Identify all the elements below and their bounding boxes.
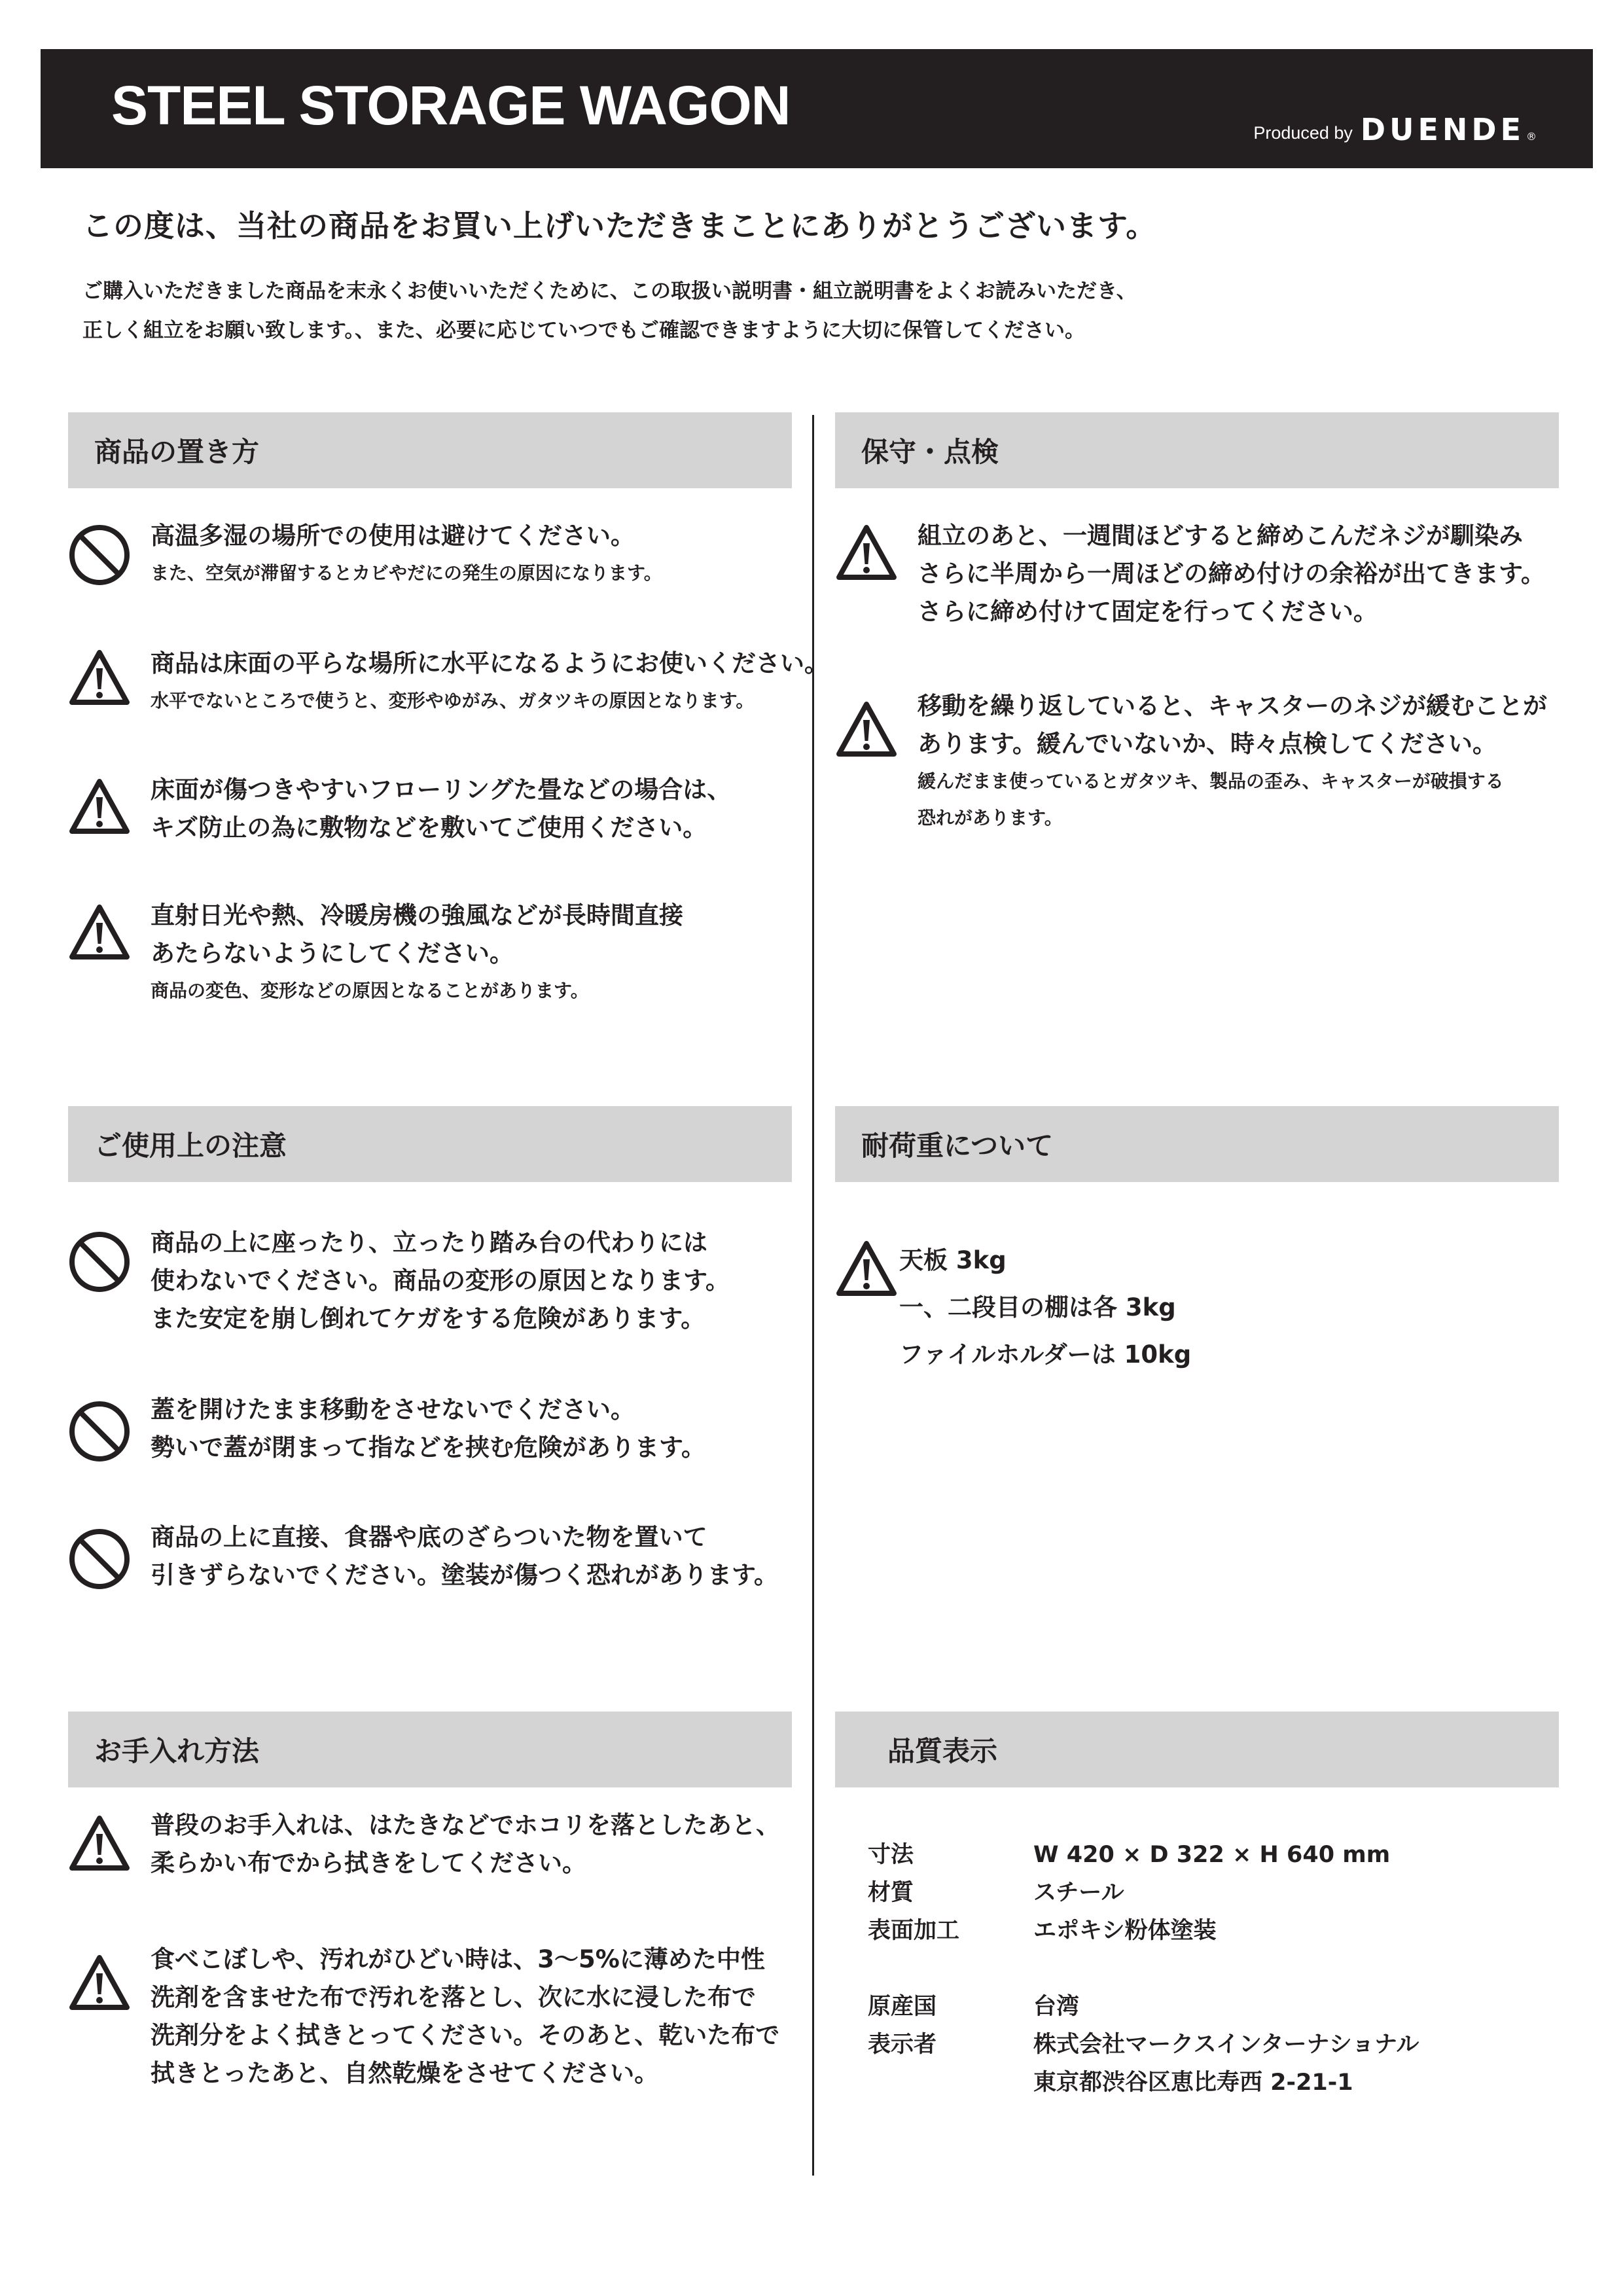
spec-value: W 420 × D 322 × H 640 mm	[1033, 1842, 1391, 1868]
caution-item	[68, 1518, 778, 1594]
spec-row-finish	[868, 1912, 1419, 1950]
spec-spacer	[868, 1950, 1419, 1988]
caution-text: 食べこぼしや、汚れがひどい時は、3～5%に薄めた中性	[151, 1945, 765, 1973]
caution-text: さらに締め付けて固定を行ってください。	[918, 598, 1378, 626]
intro-paragraph	[82, 272, 1137, 350]
caution-text: 普段のお手入れは、はたきなどでホコリを落としたあと、	[151, 1811, 780, 1839]
caution-text: 組立のあと、一週間ほどすると締めこんだネジが馴染み	[918, 522, 1523, 550]
section-header: お手入れ方法	[68, 1712, 792, 1787]
section-header: 耐荷重について	[835, 1106, 1559, 1182]
caution-text: また安定を崩し倒れてケガをする危険があります。	[151, 1304, 705, 1333]
spec-label: 寸法	[868, 1842, 914, 1868]
spec-row-origin	[868, 1988, 1419, 2026]
section-maintenance	[835, 412, 1559, 936]
caution-text: 商品の上に直接、食器や底のざらついた物を置いて	[151, 1523, 707, 1551]
section-care	[68, 1712, 792, 2170]
spec-label	[868, 2064, 1033, 2102]
section-header: 商品の置き方	[68, 412, 792, 488]
warning-icon	[835, 687, 898, 836]
title-banner	[41, 49, 1593, 168]
caution-text: 勢いで蓋が閉まって指などを挟む危険があります。	[151, 1433, 706, 1462]
spec-row-address	[868, 2064, 1419, 2102]
caution-item	[68, 1224, 730, 1338]
spec-value: エポキシ粉体塗装	[1033, 1918, 1217, 1944]
caution-text: さらに半周から一周ほどの締め付けの余裕が出てきます。	[918, 560, 1546, 588]
spec-label: 表示者	[868, 2032, 937, 2058]
caution-note: 商品の変色、変形などの原因となることがあります。	[151, 980, 589, 1001]
section-header: ご使用上の注意	[68, 1106, 792, 1182]
caution-text: 高温多湿の場所での使用は避けてください。	[151, 522, 635, 550]
warning-icon	[68, 897, 131, 1009]
caution-text: 蓋を開けたまま移動をさせないでください。	[151, 1395, 635, 1424]
warning-icon	[68, 645, 131, 719]
quality-spec-table	[868, 1836, 1419, 2102]
load-line: ファイルホルダーは 10kg	[899, 1340, 1192, 1369]
warning-icon	[835, 1237, 898, 1378]
caution-item	[68, 517, 662, 592]
section-quality-label	[835, 1712, 1559, 2104]
caution-item	[68, 1806, 780, 1882]
prohibition-icon	[68, 517, 131, 592]
producer-label: Produced by	[1253, 123, 1353, 143]
caution-item	[68, 1391, 705, 1467]
spec-label: 表面加工	[868, 1918, 960, 1944]
product-title: STEEL STORAGE WAGON	[111, 75, 791, 136]
caution-text: あたらないようにしてください。	[151, 939, 514, 967]
caution-text: 洗剤分をよく拭きとってください。そのあと、乾いた布で	[151, 2021, 780, 2049]
caution-item	[68, 897, 683, 1009]
caution-text: 商品の上に座ったり、立ったり踏み台の代わりには	[151, 1229, 707, 1257]
intro-line: ご購入いただきました商品を末永くお使いいただくために、この取扱い説明書・組立説明書をよくお読みいただき、	[82, 279, 1137, 303]
caution-text: 直射日光や熱、冷暖房機の強風などが長時間直接	[151, 901, 683, 929]
spec-value: 株式会社マークスインターナショナル	[1033, 2032, 1419, 2058]
caution-text: 移動を繰り返していると、キャスターのネジが緩むことが	[918, 692, 1547, 720]
prohibition-icon	[68, 1518, 131, 1594]
caution-text: あります。緩んでいないか、時々点検してください。	[918, 730, 1497, 758]
load-line: 一、二段目の棚は各 3kg	[899, 1293, 1176, 1321]
caution-text: 洗剤を含ませた布で汚れを落とし、次に水に浸した布で	[151, 1983, 756, 2011]
caution-note: 緩んだまま使っているとガタツキ、製品の歪み、キャスターが破損する	[918, 770, 1504, 792]
caution-item	[68, 771, 731, 847]
spec-value: 台湾	[1033, 1994, 1080, 2020]
intro-line: 正しく組立をお願い致します。、また、必要に応じていつでもご確認できますように大切に保管してください。	[82, 319, 1086, 342]
caution-text: 使わないでください。商品の変形の原因となります。	[151, 1266, 730, 1295]
warning-icon	[835, 517, 898, 631]
spec-value: スチール	[1033, 1880, 1124, 1906]
spec-value: 東京都渋谷区恵比寿西 2-21-1	[1033, 2070, 1353, 2096]
caution-text: 床面が傷つきやすいフローリングた畳などの場合は、	[151, 776, 732, 804]
registered-mark: ®	[1526, 130, 1537, 143]
producer-credit	[1253, 112, 1537, 147]
spec-label: 原産国	[868, 1994, 937, 2020]
caution-item	[68, 645, 829, 719]
prohibition-icon	[68, 1391, 131, 1467]
section-header: 品質表示	[835, 1712, 1559, 1787]
prohibition-icon	[68, 1224, 131, 1338]
section-load-capacity	[835, 1106, 1559, 1401]
warning-icon	[68, 771, 131, 847]
caution-item	[835, 517, 1545, 631]
load-item	[835, 1237, 1191, 1378]
section-placement	[68, 412, 829, 1034]
caution-text: 柔らかい布でから拭きをしてください。	[151, 1849, 586, 1877]
warning-icon	[68, 1941, 131, 2092]
spec-row-labeler	[868, 2026, 1419, 2064]
caution-text: 拭きとったあと、自然乾燥をさせてください。	[151, 2059, 659, 2087]
warning-icon	[68, 1806, 131, 1882]
spec-row-material	[868, 1874, 1419, 1912]
spec-row-dimensions	[868, 1836, 1419, 1874]
section-header: 保守・点検	[835, 412, 1559, 488]
caution-text: 商品は床面の平らな場所に水平になるようにお使いください。	[151, 649, 829, 677]
spec-label: 材質	[868, 1880, 914, 1906]
load-line: 天板 3kg	[899, 1246, 1007, 1274]
caution-note: 恐れがあります。	[918, 807, 1063, 829]
greeting-heading: この度は、当社の商品をお買い上げいただきまことにありがとうございます。	[82, 208, 1157, 243]
caution-item	[68, 1941, 779, 2092]
caution-note: また、空気が滞留するとカビやだにの発生の原因になります。	[151, 562, 662, 584]
caution-text: 引きずらないでください。塗装が傷つく恐れがあります。	[151, 1561, 779, 1589]
caution-text: キズ防止の為に敷物などを敷いてご使用ください。	[151, 814, 707, 842]
section-usage-notes	[68, 1106, 792, 1630]
brand-logo: DUENDE	[1360, 112, 1525, 147]
caution-note: 水平でないところで使うと、変形やゆがみ、ガタツキの原因となります。	[151, 690, 755, 711]
caution-item	[835, 687, 1547, 836]
